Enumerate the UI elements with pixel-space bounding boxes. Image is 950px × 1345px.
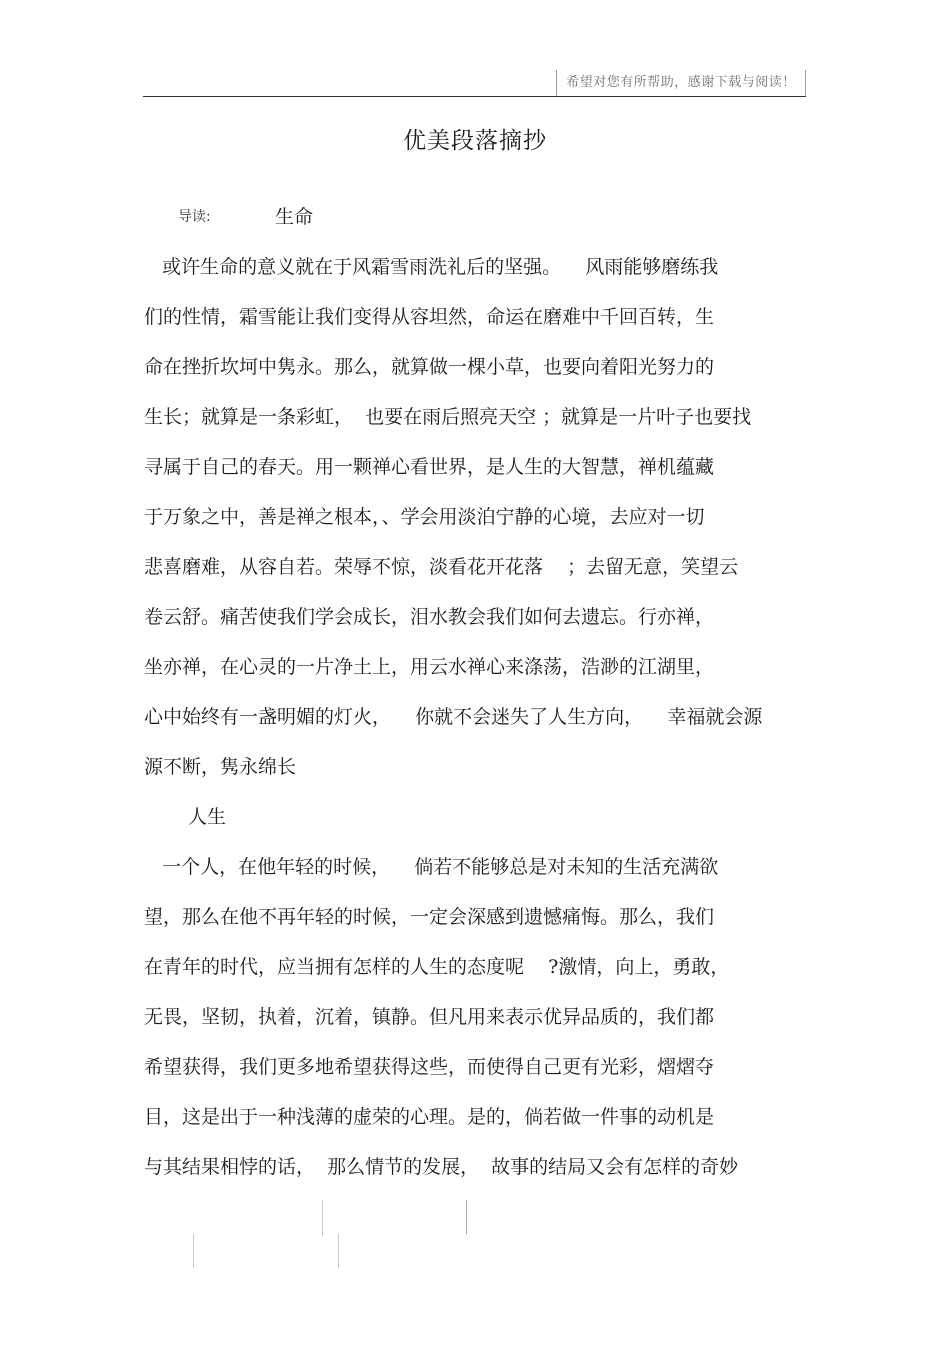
paragraph-line: 卷云舒。痛苦使我们学会成长，泪水教会我们如何去遗忘。行亦禅，: [144, 606, 715, 628]
paragraph-line: 命在挫折坎坷中隽永。那么，就算做一棵小草，也要向着阳光努力的: [144, 356, 715, 378]
scan-artifact-line: [466, 1200, 467, 1234]
paragraph-line: 坐亦禅，在心灵的一片净土上，用云水禅心来涤荡，浩渺的江湖里，: [144, 656, 715, 678]
page-title: 优美段落摘抄: [403, 128, 547, 154]
paragraph-line: 一个人，在他年轻的时候， 倘若不能够总是对未知的生活充满欲: [144, 856, 719, 878]
paragraph-line: 心中始终有一盏明媚的灯火， 你就不会迷失了人生方向， 幸福就会源: [144, 706, 763, 728]
paragraph-line: 目，这是出于一种浅薄的虚荣的心理。是的，倘若做一件事的动机是: [144, 1106, 715, 1128]
paragraph-line: 寻属于自己的春天。用一颗禅心看世界，是人生的大智慧，禅机蕴藏: [144, 456, 715, 478]
section-heading-life-story: 人生: [188, 806, 227, 828]
paragraph-line: 无畏，坚韧，执着，沉着，镇静。但凡用来表示优异品质的，我们都: [144, 1006, 715, 1028]
section-heading-life: 生命: [275, 206, 314, 228]
scan-artifact-line: [338, 1234, 339, 1268]
guide-label: 导读:: [178, 209, 211, 225]
paragraph-line: 或许生命的意义就在于风霜雪雨洗礼后的坚强。 风雨能够磨练我: [144, 256, 719, 278]
scan-artifact-line: [193, 1234, 194, 1268]
paragraph-line: 们的性情，霜雪能让我们变得从容坦然，命运在磨难中千回百转，生: [144, 306, 715, 328]
scan-artifact-line: [322, 1200, 323, 1236]
paragraph-line: 于万象之中，善是禅之根本，、学会用淡泊宁静的心境，去应对一切: [144, 506, 705, 528]
header-note: 希望对您有所帮助，感谢下载与阅读！: [556, 70, 806, 96]
paragraph-line: 悲喜磨难，从容自若。荣辱不惊，淡看花开花落 ；去留无意，笑望云: [144, 556, 739, 578]
header-rule: [143, 96, 806, 97]
paragraph-line: 希望获得，我们更多地希望获得这些，而使得自己更有光彩，熠熠夺: [144, 1056, 715, 1078]
paragraph-line: 源不断，隽永绵长: [144, 756, 297, 778]
paragraph-line: 与其结果相悖的话， 那么情节的发展， 故事的结局又会有怎样的奇妙: [144, 1156, 739, 1178]
paragraph-line: 生长；就算是一条彩虹， 也要在雨后照亮天空 ；就算是一片叶子也要找: [144, 406, 752, 428]
paragraph-line: 在青年的时代，应当拥有怎样的人生的态度呢 ?激情，向上，勇敢，: [144, 956, 730, 978]
paragraph-line: 望，那么在他不再年轻的时候，一定会深感到遗憾痛悔。那么，我们: [144, 906, 715, 928]
